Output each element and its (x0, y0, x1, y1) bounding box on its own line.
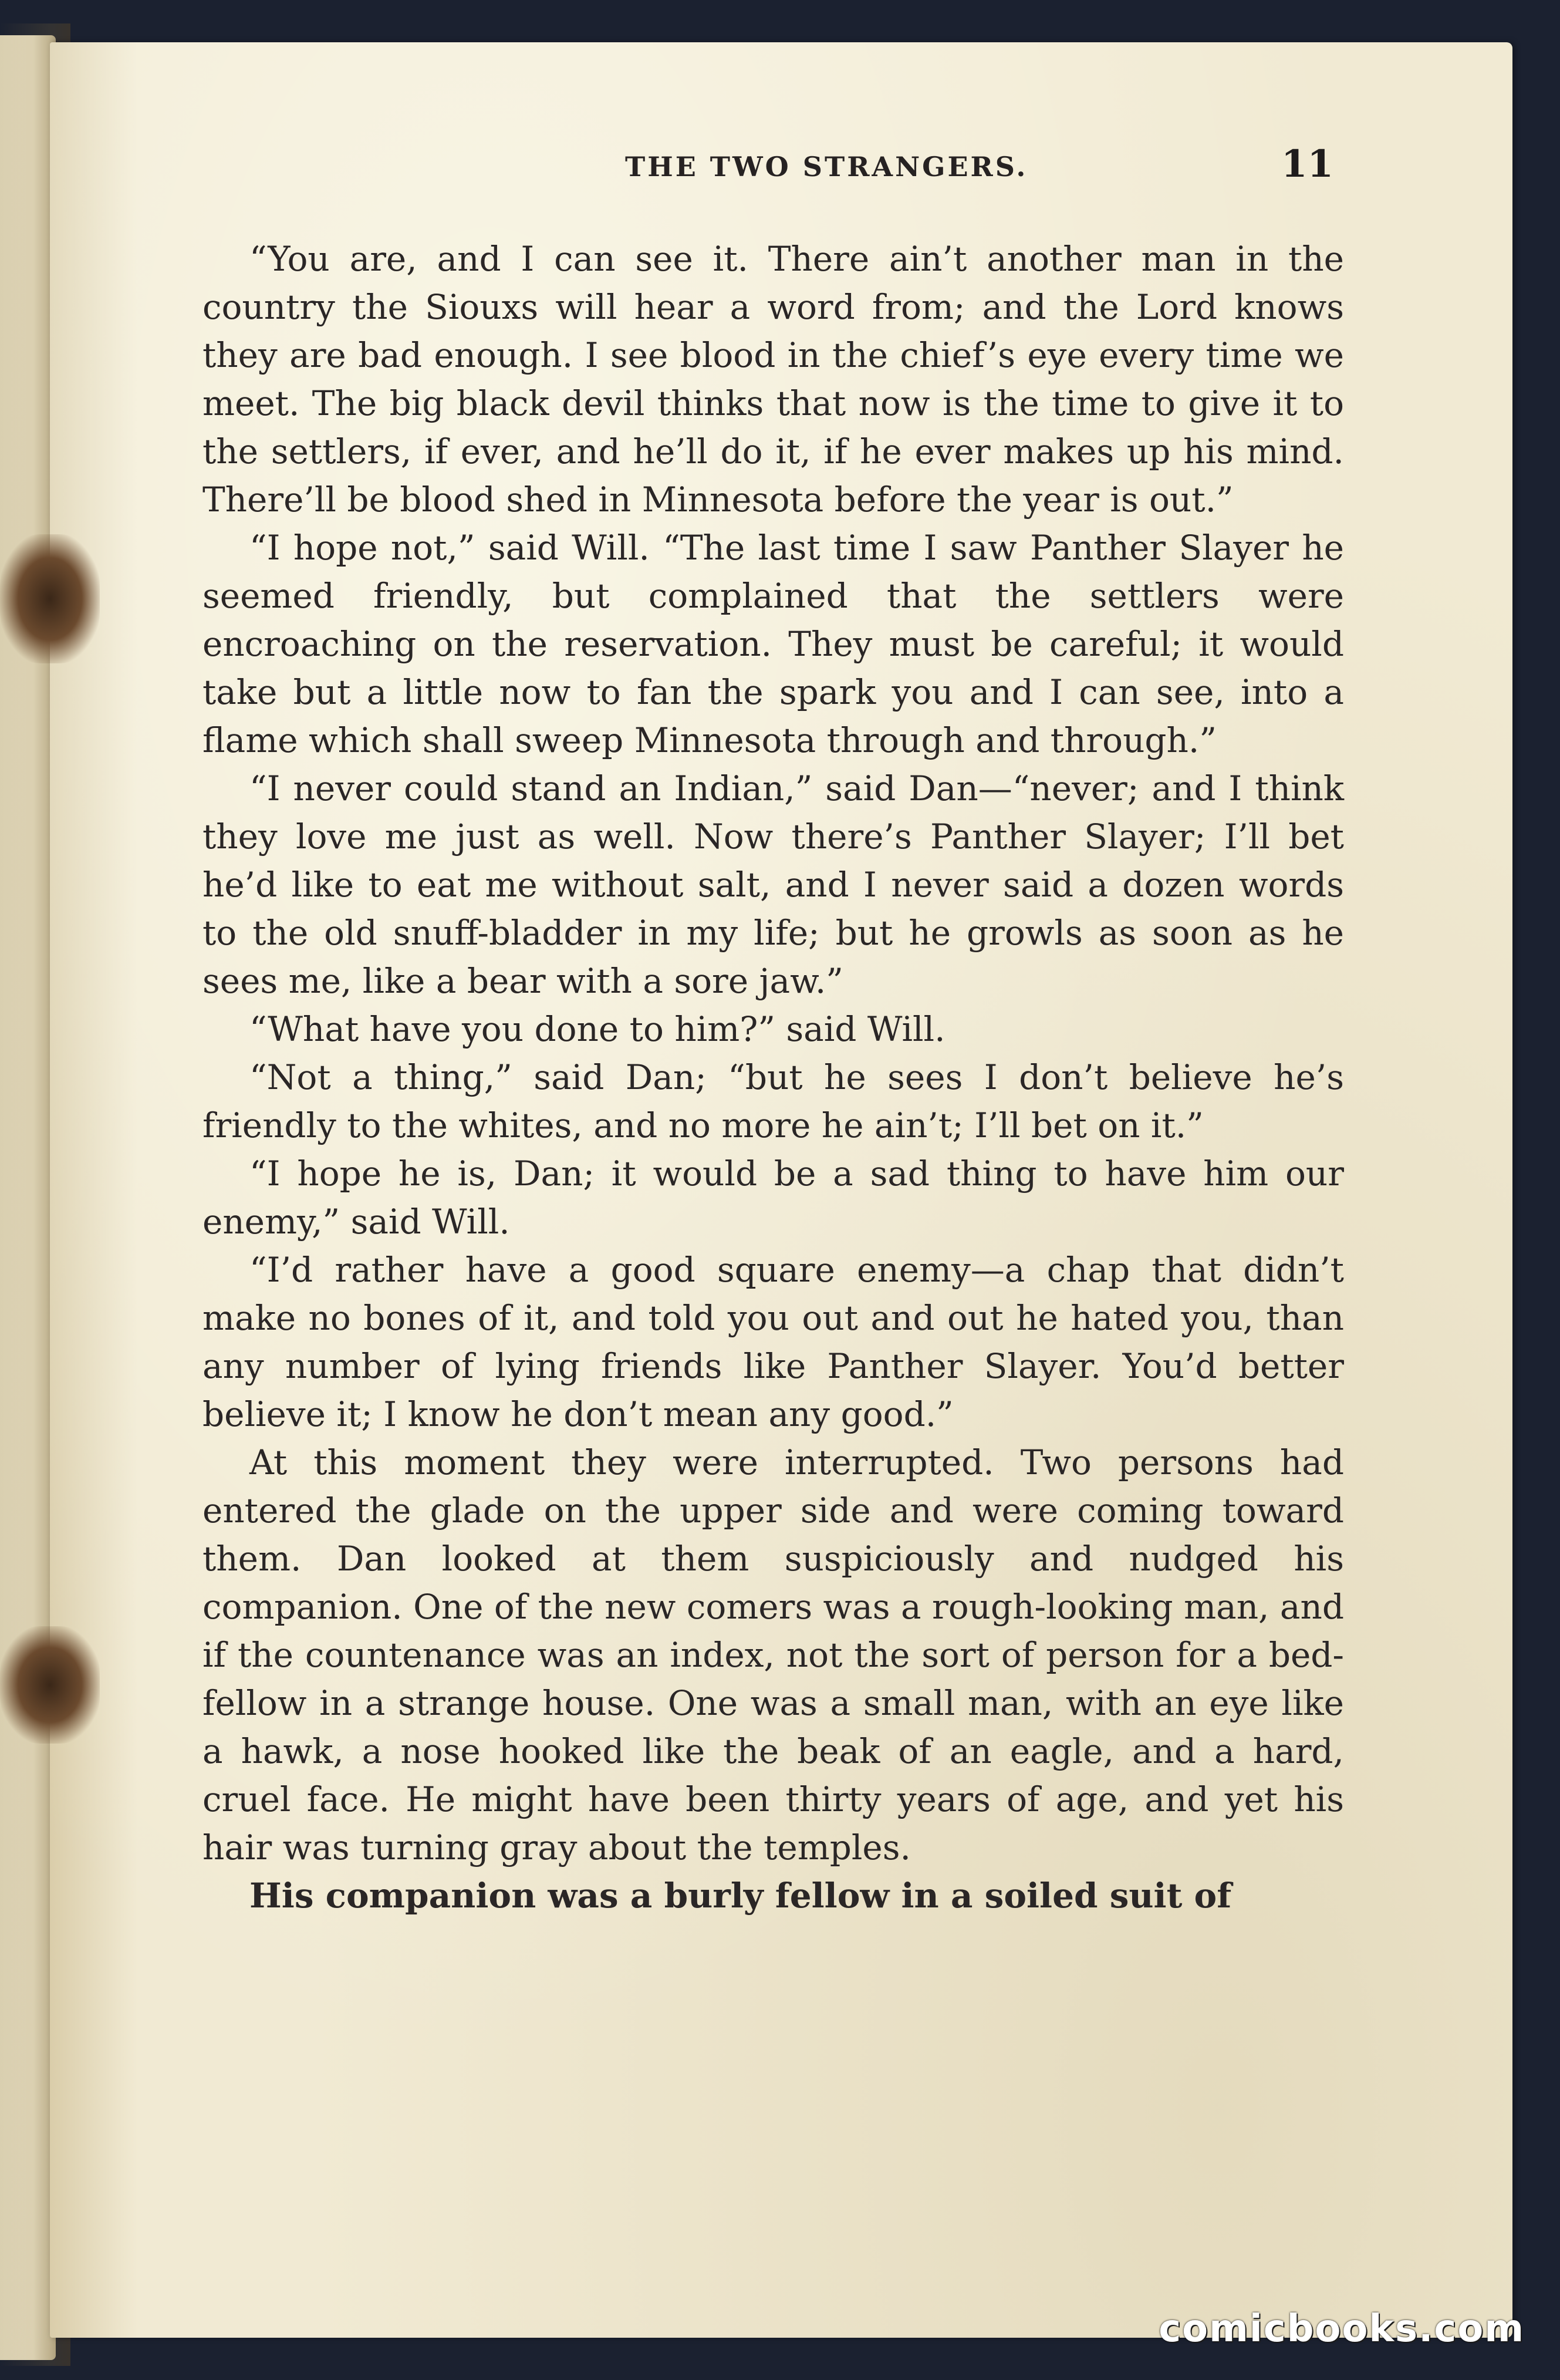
paragraph: “I hope not,” said Will. “The last time I saw Panther Slayer he seemed friendly, but complained that the settlers were encroaching on the reservation. They must be careful; it would take but a little now to fan the spark you and I can see, into a flame which shall sweep Minnesota through and through.” (202, 528, 1344, 760)
watermark: comicbooks.com (1159, 2307, 1525, 2351)
paragraph: “Not a thing,” said Dan; “but he sees I don’t believe he’s friendly to the whites, and no more he ain’t; I’ll bet on it.” (202, 1057, 1344, 1145)
paragraph: His companion was a burly fellow in a soiled suit of (249, 1876, 1232, 1916)
page-number: 11 (1281, 142, 1333, 186)
paragraph: “You are, and I can see it. There ain’t another man in the country the Siouxs will hear a word from; and the Lord knows they are bad enough. I see blood in the chief’s eye every time we meet. The big black devil thinks that now is the time to give it to the settlers, if ever, and he’ll do it, if he ever makes up his mind. There’ll be blood shed in Minnesota before the year is out.” (202, 239, 1344, 520)
body-text (202, 235, 1344, 1920)
running-head: THE TWO STRANGERS. (625, 151, 1028, 183)
paragraph: “What have you done to him?” said Will. (249, 1009, 946, 1049)
paragraph: At this moment they were interrupted. Two persons had entered the glade on the upper side and were coming toward them. Dan looked at them suspiciously and nudged his companion. One of the new comers was a rough-looking man, and if the countenance was an index, not the sort of person for a bed-fellow in a strange house. One was a small man, with an eye like a hawk, a nose hooked like the beak of an eagle, and a hard, cruel face. He might have been thirty years of age, and yet his hair was turning gray about the temples. (202, 1442, 1344, 1867)
binding-thread-top (0, 534, 100, 663)
paragraph: “I never could stand an Indian,” said Dan—“never; and I think they love me just as well. Now there’s Panther Slayer; I’ll bet he’d like to eat me without salt, and I never said a dozen words to the old snuff-bladder in my life; but he growls as soon as he sees me, like a bear with a sore jaw.” (202, 768, 1344, 1001)
paragraph: “I’d rather have a good square enemy—a chap that didn’t make no bones of it, and told you out and out he hated you, than any number of lying friends like Panther Slayer. You’d better believe it; I know he don’t mean any good.” (202, 1250, 1344, 1434)
paragraph: “I hope he is, Dan; it would be a sad thing to have him our enemy,” said Will. (202, 1154, 1344, 1242)
binding-thread-bottom (0, 1626, 100, 1744)
